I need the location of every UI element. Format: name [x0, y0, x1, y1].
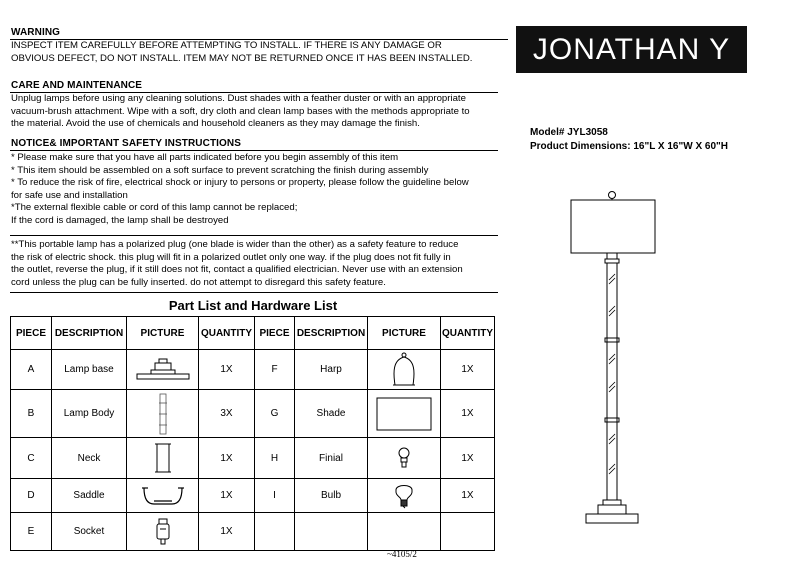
lamp-body-icon [156, 393, 170, 435]
notice-text [11, 152, 469, 228]
picture-cell [368, 350, 441, 390]
quantity-cell: 1X [199, 513, 255, 551]
header-quantity: QUANTITY [441, 317, 495, 350]
header-description: DESCRIPTION [295, 317, 368, 350]
lamp-base-part [586, 514, 638, 523]
piece-cell: B [11, 390, 52, 438]
quantity-cell: 1X [441, 479, 495, 513]
quantity-cell: 1X [441, 438, 495, 479]
picture-cell [127, 438, 199, 479]
harp-icon [389, 352, 419, 388]
description-cell: Socket [52, 513, 127, 551]
header-quantity: QUANTITY [199, 317, 255, 350]
notice-rule [10, 150, 498, 151]
picture-cell [127, 350, 199, 390]
quantity-cell: 1X [199, 350, 255, 390]
shade-icon [375, 395, 433, 433]
shade-part [571, 200, 655, 253]
picture-cell [127, 390, 199, 438]
floor-lamp-illustration [560, 188, 670, 528]
parts-table [10, 316, 495, 551]
parts-list-title: Part List and Hardware List [168, 298, 338, 313]
quantity-cell: 3X [199, 390, 255, 438]
finial-icon [396, 446, 412, 470]
quantity-cell: 1X [199, 479, 255, 513]
picture-cell [127, 479, 199, 513]
description-cell: Finial [295, 438, 368, 479]
piece-cell: A [11, 350, 52, 390]
polarized-line: the risk of electric shock. this plug will fit in a polarized outlet only one way. if the plug does not fit fully in [11, 251, 451, 263]
header-picture: PICTURE [127, 317, 199, 350]
care-line: the material. Avoid the use of chemicals and household cleaners as they may damage the finish. [11, 118, 420, 130]
description-cell: Harp [295, 350, 368, 390]
saddle-icon [140, 484, 186, 508]
notice-line: for safe use and installation [11, 189, 128, 201]
piece-cell: E [11, 513, 52, 551]
socket-icon [155, 517, 171, 547]
piece-cell: F [255, 350, 295, 390]
table-row [11, 479, 495, 513]
care-line: vacuum-brush attachment. Wipe with a soft, dry cloth and clean lamp bases with the methods appropriate to [11, 105, 470, 117]
header-piece: PIECE [255, 317, 295, 350]
header-picture: PICTURE [368, 317, 441, 350]
bulb-icon [394, 482, 414, 510]
piece-cell: I [255, 479, 295, 513]
description-cell: Saddle [52, 479, 127, 513]
polarized-line: the outlet, reverse the plug, if it still does not fit, contact a qualified electrician. Never use with an extension [11, 264, 463, 276]
piece-cell: D [11, 479, 52, 513]
picture-cell [368, 513, 441, 551]
piece-cell [255, 513, 295, 551]
model-info [530, 126, 728, 154]
polarized-line: **This portable lamp has a polarized plug (one blade is wider than the other) as a safety feature to reduce [11, 239, 459, 250]
notice-line: * To reduce the risk of fire, electrical shock or injury to persons or property, please follow the guideline below [11, 177, 469, 189]
description-cell: Lamp base [52, 350, 127, 390]
table-row [11, 350, 495, 390]
warning-text [11, 40, 472, 65]
care-title: CARE AND MAINTENANCE [11, 80, 143, 91]
description-cell: Shade [295, 390, 368, 438]
description-cell: Bulb [295, 479, 368, 513]
header-description: DESCRIPTION [52, 317, 127, 350]
model-number: Model# JYL3058 [530, 127, 608, 138]
description-cell: Neck [52, 438, 127, 479]
table-header-row [11, 317, 495, 350]
polarized-text [11, 239, 463, 289]
warning-line: OBVIOUS DEFECT, DO NOT INSTALL. ITEM MAY NOT BE RETURNED ONCE IT HAS BEEN INSTALLED. [11, 52, 473, 64]
notice-end-rule [10, 235, 498, 236]
table-row [11, 390, 495, 438]
footer-code: ~4105/2 [387, 549, 417, 559]
polarized-rule [10, 292, 498, 293]
notice-line: *The external flexible cable or cord of this lamp cannot be replaced; [11, 202, 298, 214]
picture-cell [368, 479, 441, 513]
brand-logo: JONATHAN Y [516, 26, 747, 73]
notice-line: * This item should be assembled on a soft surface to prevent scratching the finish during assembly [11, 164, 429, 176]
finial-part [609, 192, 616, 199]
care-line: Unplug lamps before using any cleaning solutions. Dust shades with a feather duster or with an appropriate [11, 93, 466, 104]
table-row [11, 513, 495, 551]
quantity-cell: 1X [441, 350, 495, 390]
care-text [11, 93, 470, 131]
header-piece: PIECE [11, 317, 52, 350]
picture-cell [368, 438, 441, 479]
quantity-cell: 1X [199, 438, 255, 479]
warning-title: WARNING [11, 27, 61, 38]
description-cell [295, 513, 368, 551]
lamp-base-icon [135, 357, 191, 383]
picture-cell [127, 513, 199, 551]
notice-line: * Please make sure that you have all parts indicated before you begin assembly of this item [11, 152, 399, 163]
warning-line: INSPECT ITEM CAREFULLY BEFORE ATTEMPTING TO INSTALL. IF THERE IS ANY DAMAGE OR [11, 40, 442, 51]
notice-title: NOTICE& IMPORTANT SAFETY INSTRUCTIONS [11, 138, 241, 149]
piece-cell: G [255, 390, 295, 438]
piece-cell: C [11, 438, 52, 479]
description-cell: Lamp Body [52, 390, 127, 438]
notice-line: If the cord is damaged, the lamp shall be destroyed [11, 214, 229, 226]
picture-cell [368, 390, 441, 438]
table-row [11, 438, 495, 479]
polarized-line: cord unless the plug can be fully inserted. do not attempt to disregard this safety feature. [11, 276, 386, 288]
neck-icon [153, 441, 173, 475]
product-dimensions: Product Dimensions: 16"L X 16"W X 60"H [530, 141, 728, 152]
quantity-cell: 1X [441, 390, 495, 438]
quantity-cell [441, 513, 495, 551]
piece-cell: H [255, 438, 295, 479]
